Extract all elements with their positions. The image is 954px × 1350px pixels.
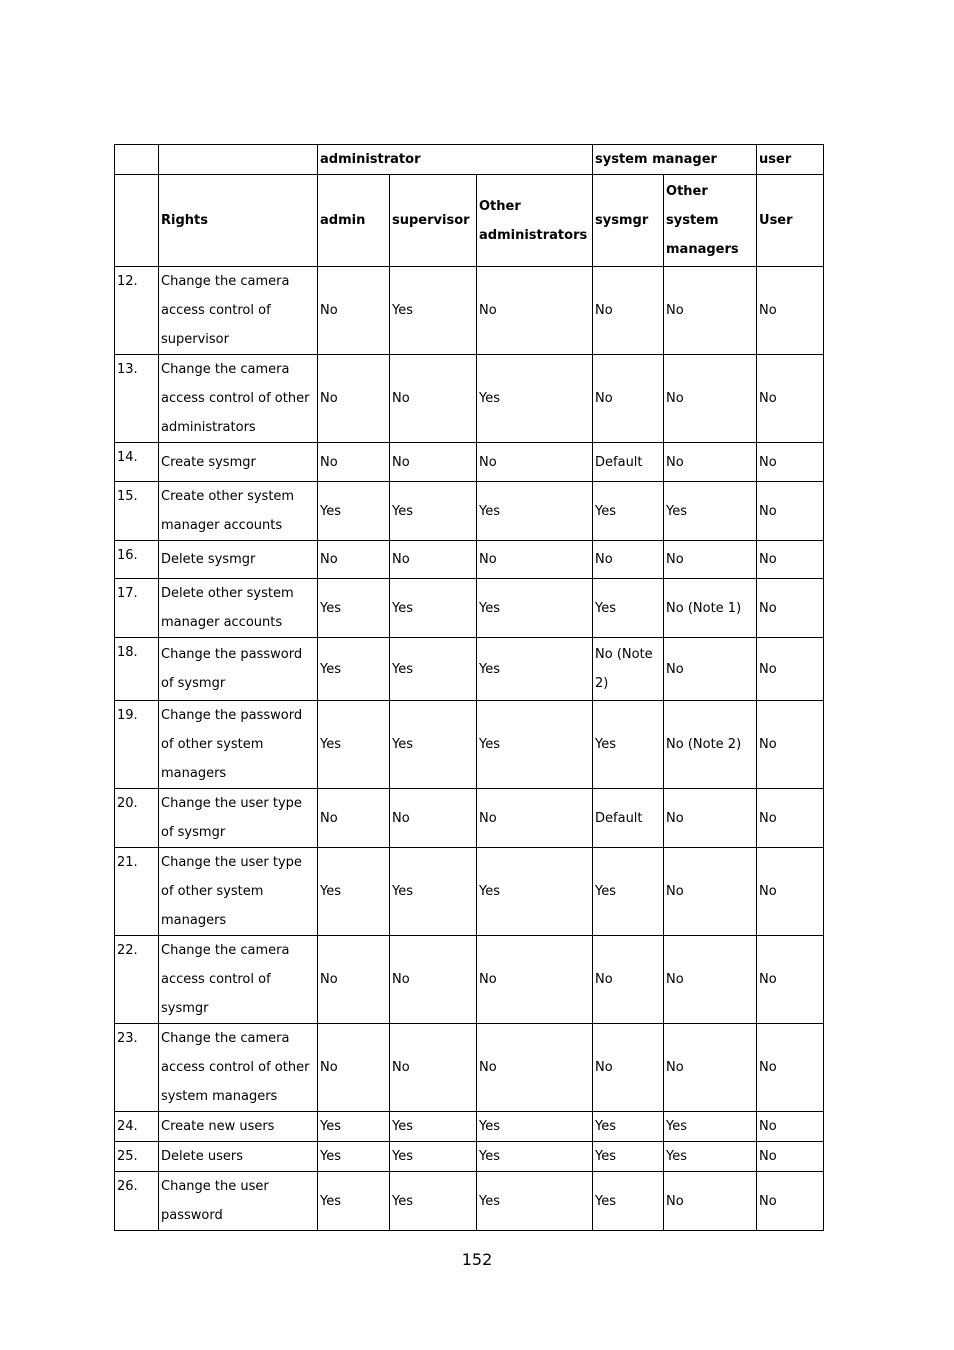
cell-sysmgr: Yes [593, 1112, 664, 1142]
row-number: 14. [115, 443, 159, 482]
row-number: 26. [115, 1172, 159, 1231]
cell-supervisor: No [390, 541, 477, 579]
cell-admin: Yes [318, 1172, 390, 1231]
column-header-other-administrators: Other administrators [477, 175, 593, 267]
table-row [115, 848, 824, 936]
cell-supervisor: No [390, 936, 477, 1024]
cell-user: No [757, 579, 824, 638]
group-header-row [115, 145, 824, 175]
cell-other-administrators: Yes [477, 848, 593, 936]
table-row [115, 1172, 824, 1231]
cell-admin: Yes [318, 848, 390, 936]
cell-other-system-managers: No [664, 848, 757, 936]
cell-supervisor: Yes [390, 1112, 477, 1142]
cell-other-system-managers: Yes [664, 1112, 757, 1142]
cell-sysmgr: Default [593, 443, 664, 482]
column-header-supervisor: supervisor [390, 175, 477, 267]
right-description: Delete sysmgr [159, 541, 318, 579]
cell-user: No [757, 789, 824, 848]
cell-admin: No [318, 267, 390, 355]
cell-admin: No [318, 789, 390, 848]
cell-admin: No [318, 936, 390, 1024]
row-number: 13. [115, 355, 159, 443]
right-description: Change the password of other system managers [159, 701, 318, 789]
cell-other-system-managers: No [664, 1172, 757, 1231]
cell-sysmgr: No [593, 267, 664, 355]
cell-user: No [757, 848, 824, 936]
cell-sysmgr: Yes [593, 848, 664, 936]
column-header-admin: admin [318, 175, 390, 267]
cell-other-administrators: No [477, 1024, 593, 1112]
empty-header-cell [159, 145, 318, 175]
row-number: 21. [115, 848, 159, 936]
cell-other-administrators: Yes [477, 1112, 593, 1142]
cell-other-administrators: Yes [477, 638, 593, 701]
cell-user: No [757, 936, 824, 1024]
right-description: Delete users [159, 1142, 318, 1172]
right-description: Change the password of sysmgr [159, 638, 318, 701]
rights-table [114, 144, 824, 1231]
cell-user: No [757, 267, 824, 355]
cell-supervisor: Yes [390, 267, 477, 355]
cell-supervisor: Yes [390, 638, 477, 701]
right-description: Change the camera access control of supervisor [159, 267, 318, 355]
cell-supervisor: No [390, 443, 477, 482]
row-number: 22. [115, 936, 159, 1024]
cell-sysmgr: No (Note 2) [593, 638, 664, 701]
row-number: 15. [115, 482, 159, 541]
right-description: Create sysmgr [159, 443, 318, 482]
cell-other-system-managers: No [664, 355, 757, 443]
row-number: 25. [115, 1142, 159, 1172]
column-header-row [115, 175, 824, 267]
cell-other-system-managers: No [664, 1024, 757, 1112]
right-description: Create other system manager accounts [159, 482, 318, 541]
cell-admin: No [318, 355, 390, 443]
cell-other-administrators: Yes [477, 1172, 593, 1231]
cell-other-administrators: No [477, 936, 593, 1024]
row-number: 18. [115, 638, 159, 701]
table-row [115, 936, 824, 1024]
cell-other-administrators: Yes [477, 355, 593, 443]
cell-sysmgr: Yes [593, 579, 664, 638]
cell-user: No [757, 541, 824, 579]
cell-other-administrators: No [477, 789, 593, 848]
cell-user: No [757, 1142, 824, 1172]
cell-user: No [757, 1172, 824, 1231]
table-row [115, 789, 824, 848]
right-description: Change the user type of sysmgr [159, 789, 318, 848]
table-body [115, 267, 824, 1231]
cell-user: No [757, 701, 824, 789]
cell-user: No [757, 1112, 824, 1142]
column-header-sysmgr: sysmgr [593, 175, 664, 267]
cell-user: No [757, 355, 824, 443]
row-number: 12. [115, 267, 159, 355]
cell-admin: Yes [318, 1112, 390, 1142]
cell-other-administrators: Yes [477, 579, 593, 638]
cell-sysmgr: No [593, 936, 664, 1024]
row-number: 24. [115, 1112, 159, 1142]
page-number: 152 [461, 1250, 493, 1269]
group-header-administrator: administrator [318, 145, 593, 175]
cell-sysmgr: Default [593, 789, 664, 848]
right-description: Create new users [159, 1112, 318, 1142]
cell-user: No [757, 482, 824, 541]
table-row [115, 638, 824, 701]
cell-supervisor: Yes [390, 848, 477, 936]
cell-sysmgr: Yes [593, 1142, 664, 1172]
cell-admin: No [318, 443, 390, 482]
column-header-rights: Rights [159, 175, 318, 267]
table-row [115, 482, 824, 541]
row-number: 20. [115, 789, 159, 848]
cell-other-system-managers: No (Note 2) [664, 701, 757, 789]
empty-header-cell [115, 145, 159, 175]
row-number: 16. [115, 541, 159, 579]
table-row [115, 1024, 824, 1112]
column-header-other-system-managers: Other system managers [664, 175, 757, 267]
cell-admin: Yes [318, 482, 390, 541]
group-header-system-manager: system manager [593, 145, 757, 175]
cell-other-system-managers: No [664, 541, 757, 579]
table-row [115, 701, 824, 789]
right-description: Change the user password [159, 1172, 318, 1231]
cell-sysmgr: No [593, 355, 664, 443]
table-row [115, 443, 824, 482]
cell-admin: No [318, 541, 390, 579]
cell-supervisor: Yes [390, 701, 477, 789]
cell-other-system-managers: Yes [664, 1142, 757, 1172]
cell-admin: No [318, 1024, 390, 1112]
table-row [115, 1142, 824, 1172]
row-number: 19. [115, 701, 159, 789]
cell-admin: Yes [318, 1142, 390, 1172]
table-row [115, 579, 824, 638]
cell-supervisor: No [390, 789, 477, 848]
table-header [115, 145, 824, 267]
cell-supervisor: Yes [390, 482, 477, 541]
cell-supervisor: Yes [390, 1142, 477, 1172]
right-description: Change the user type of other system managers [159, 848, 318, 936]
cell-other-administrators: No [477, 541, 593, 579]
table-row [115, 1112, 824, 1142]
right-description: Change the camera access control of sysmgr [159, 936, 318, 1024]
cell-supervisor: Yes [390, 579, 477, 638]
row-number: 17. [115, 579, 159, 638]
cell-sysmgr: No [593, 541, 664, 579]
right-description: Change the camera access control of other administrators [159, 355, 318, 443]
cell-user: No [757, 1024, 824, 1112]
group-header-user: user [757, 145, 824, 175]
right-description: Change the camera access control of other system managers [159, 1024, 318, 1112]
cell-other-system-managers: No [664, 267, 757, 355]
cell-other-system-managers: Yes [664, 482, 757, 541]
cell-other-system-managers: No (Note 1) [664, 579, 757, 638]
cell-admin: Yes [318, 638, 390, 701]
cell-other-system-managers: No [664, 638, 757, 701]
column-header-user: User [757, 175, 824, 267]
cell-sysmgr: Yes [593, 482, 664, 541]
cell-admin: Yes [318, 701, 390, 789]
cell-other-system-managers: No [664, 789, 757, 848]
row-number: 23. [115, 1024, 159, 1112]
cell-other-administrators: Yes [477, 701, 593, 789]
cell-supervisor: Yes [390, 1172, 477, 1231]
cell-other-system-managers: No [664, 936, 757, 1024]
cell-other-administrators: Yes [477, 1142, 593, 1172]
cell-other-administrators: Yes [477, 482, 593, 541]
cell-supervisor: No [390, 1024, 477, 1112]
cell-sysmgr: Yes [593, 1172, 664, 1231]
cell-user: No [757, 443, 824, 482]
cell-admin: Yes [318, 579, 390, 638]
cell-other-system-managers: No [664, 443, 757, 482]
table-row [115, 267, 824, 355]
cell-other-administrators: No [477, 443, 593, 482]
cell-other-administrators: No [477, 267, 593, 355]
table-row [115, 541, 824, 579]
table-row [115, 355, 824, 443]
cell-user: No [757, 638, 824, 701]
right-description: Delete other system manager accounts [159, 579, 318, 638]
cell-sysmgr: Yes [593, 701, 664, 789]
cell-sysmgr: No [593, 1024, 664, 1112]
empty-header-cell [115, 175, 159, 267]
cell-supervisor: No [390, 355, 477, 443]
